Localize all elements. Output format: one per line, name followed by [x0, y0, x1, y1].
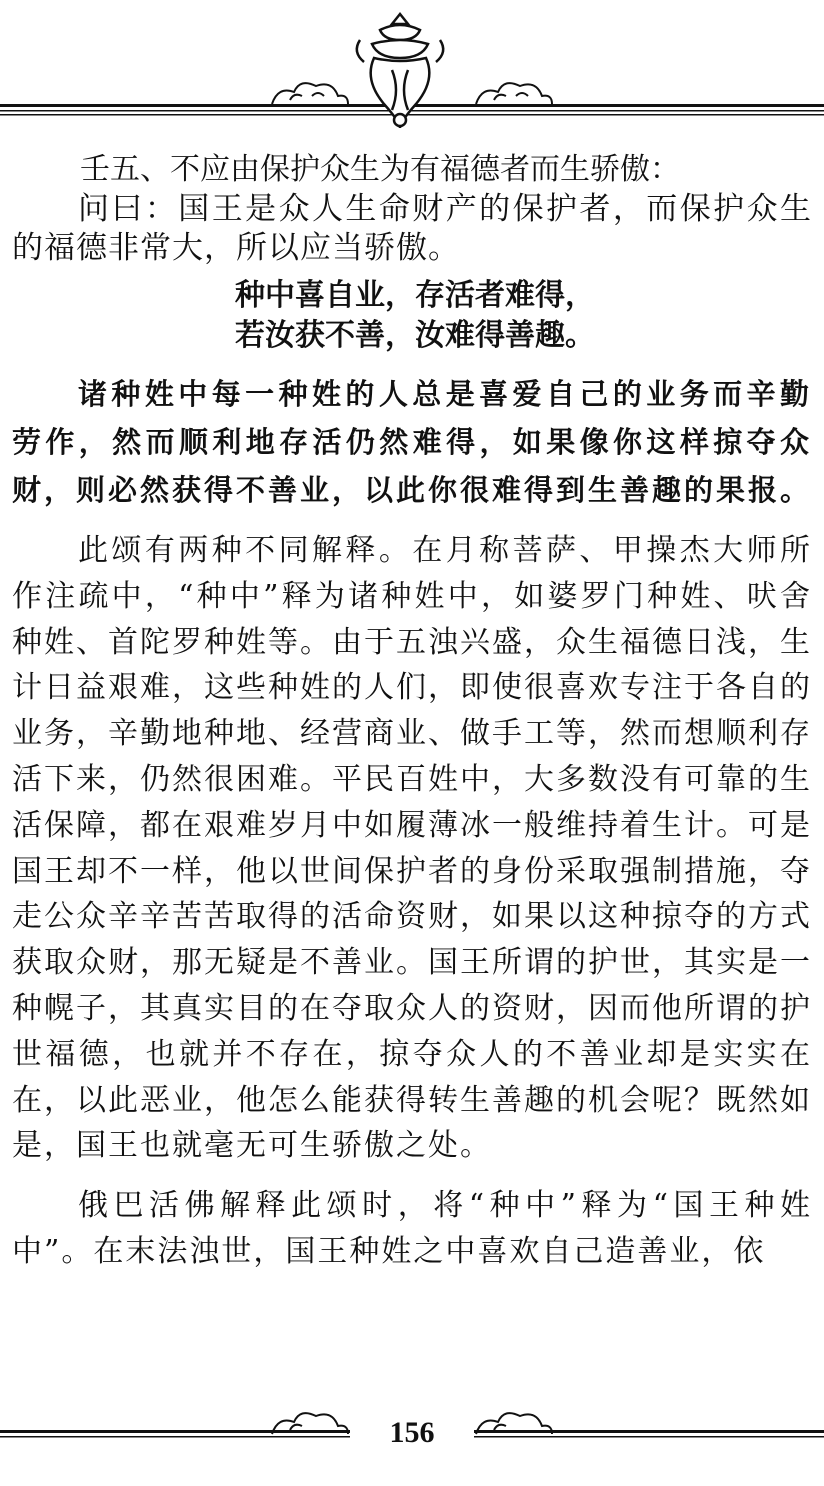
- verse-line-2: 若汝获不善，汝难得善趣。: [235, 318, 595, 353]
- cloud-right-icon: [476, 83, 552, 104]
- page-content: [12, 150, 812, 1275]
- page-number: 156: [389, 1416, 435, 1449]
- cloud-left-icon: [272, 83, 348, 104]
- commentary-paragraph-2: 俄巴活佛解释此颂时，将“种中”释为“国王种姓中”。在末法浊世，国王种姓之中喜欢自己造善业，依: [12, 1188, 812, 1269]
- commentary-paragraph-1: 此颂有两种不同解释。在月称菩萨、甲操杰大师所作注疏中，“种中”释为诸种姓中，如婆罗门种姓、吠舍种姓、首陀罗种姓等。由于五浊兴盛，众生福德日浅，生计日益艰难，这些种姓的人们，即使很喜欢专注于各自的业务，辛勤地种地、经营商业、做手工等，然而想顺利存活下来，仍然很困难。平民百姓中，大多数没有可靠的生活保障，都在艰难岁月中如履薄冰一般维持着生计。可是国王却不一样，他以世间保护者的身份采取强制措施，夺走公众辛辛苦苦取得的活命资财，如果以这种掠夺的方式获取众财，那无疑是不善业。国王所谓的护世，其实是一种幌子，其真实目的在夺取众人的资财，因而他所谓的护世福德，也就并不存在，掠夺众人的不善业却是实实在在，以此恶业，他怎么能获得转生善趣的机会呢？既然如是，国王也就毫无可生骄傲之处。: [12, 533, 812, 1164]
- verse-line-1: 种中喜自业，存活者难得，: [235, 278, 595, 313]
- top-ornament: [0, 0, 824, 140]
- question-paragraph: 问曰：国王是众人生命财产的保护者，而保护众生的福德非常大，所以应当骄傲。: [12, 191, 812, 266]
- section-heading: 壬五、不应由保护众生为有福德者而生骄傲：: [80, 152, 680, 187]
- verse-block: [12, 276, 812, 356]
- verse-translation: 诸种姓中每一种姓的人总是喜爱自己的业务而辛勤劳作，然而顺利地存活仍然难得，如果像你这样掠夺众财，则必然获得不善业，以此你很难得到生善趣的果报。: [12, 377, 813, 507]
